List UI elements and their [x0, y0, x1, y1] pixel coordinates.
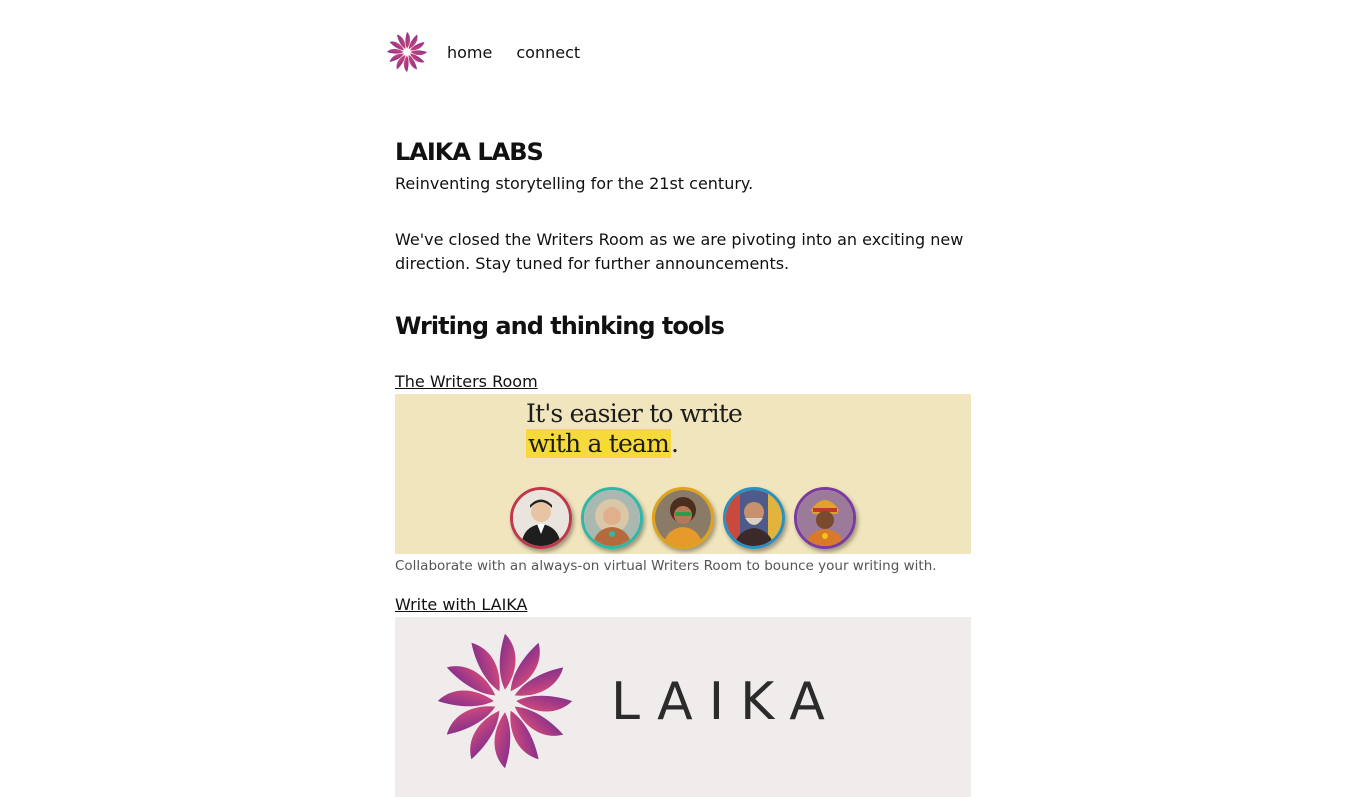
avatar-writer-2 [581, 487, 643, 549]
closure-notice: We've closed the Writers Room as we are pivoting into an exciting new direction. Stay tuned for further announcements. [395, 230, 964, 273]
avatar-row [510, 487, 865, 549]
nav-connect-link[interactable]: connect [516, 42, 581, 62]
writers-room-caption: Collaborate with an always-on virtual Writers Room to bounce your writing with. [395, 558, 937, 574]
laika-banner[interactable] [395, 617, 971, 797]
writers-room-link[interactable]: The Writers Room [395, 372, 538, 391]
avatar-writer-3 [652, 487, 714, 549]
page-title: LAIKA LABS [395, 138, 543, 166]
banner-line-1: It's easier to write [526, 399, 743, 428]
tagline: Reinventing storytelling for the 21st century. [395, 174, 754, 193]
banner-period: . [671, 429, 679, 458]
laika-wordmark: LAIKA [611, 672, 841, 732]
write-with-laika-link[interactable]: Write with LAIKA [395, 595, 528, 614]
avatar-writer-5 [794, 487, 856, 549]
flower-logo-icon[interactable] [386, 31, 428, 73]
avatar-writer-4 [723, 487, 785, 549]
banner-line-2-highlight: with a team [528, 429, 669, 458]
flower-logo-large-icon [435, 631, 575, 771]
writers-room-banner[interactable] [395, 394, 971, 554]
banner-headline [526, 399, 742, 459]
main-content [395, 136, 971, 797]
top-nav [386, 31, 604, 73]
nav-home-link[interactable]: home [447, 42, 493, 62]
avatar-writer-1 [510, 487, 572, 549]
tools-heading: Writing and thinking tools [395, 312, 724, 340]
